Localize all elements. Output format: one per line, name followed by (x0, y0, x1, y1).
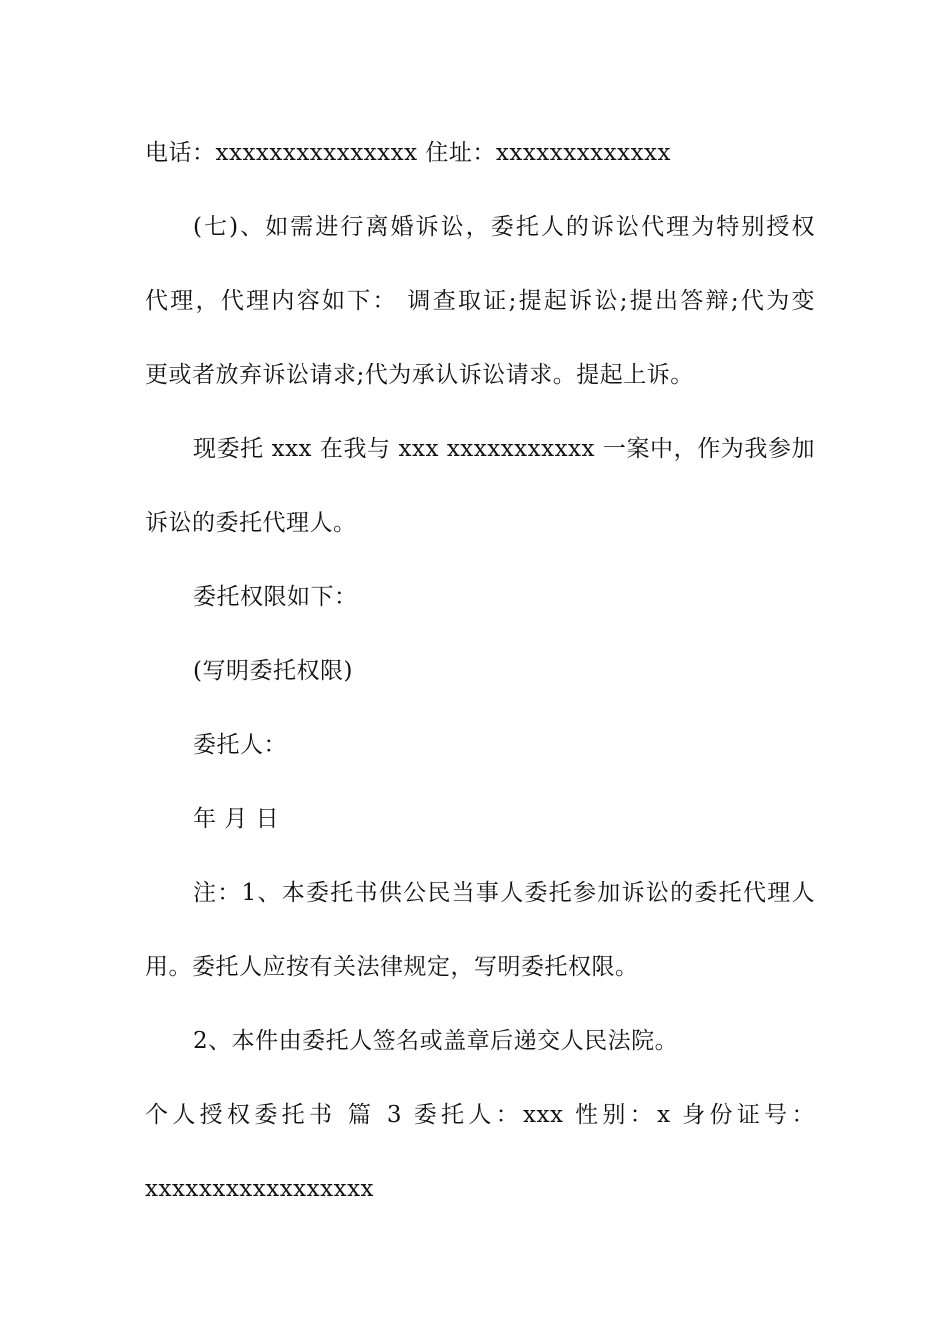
note-line-3: 2、本件由委托人签名或盖章后递交人民法院。 (193, 1028, 679, 1054)
note-line-1: 注：1、本委托书供公民当事人委托参加诉讼的委托代理人 (193, 880, 815, 906)
authority-heading: 委托权限如下： (193, 584, 358, 610)
date-line: 年 月 日 (193, 806, 280, 832)
clause-seven-line-1: (七)、如需进行离婚诉讼，委托人的诉讼代理为特别授权 (193, 214, 815, 240)
section-three-heading-line: 个人授权委托书 篇 3 委托人：xxx 性别：x 身份证号： (145, 1102, 815, 1128)
phone-address-line: 电话：xxxxxxxxxxxxxxx 住址：xxxxxxxxxxxxx (145, 140, 672, 166)
clause-seven-line-3: 更或者放弃诉讼请求;代为承认诉讼请求。提起上诉。 (145, 362, 694, 388)
principal-signature-label: 委托人： (193, 732, 287, 758)
id-number-line: xxxxxxxxxxxxxxxxx (145, 1176, 375, 1202)
authority-placeholder: (写明委托权限) (193, 658, 353, 684)
entrust-statement-line-2: 诉讼的委托代理人。 (145, 510, 357, 536)
note-line-2: 用。委托人应按有关法律规定，写明委托权限。 (145, 954, 639, 980)
clause-seven-line-2: 代理，代理内容如下： 调查取证;提起诉讼;提出答辩;代为变 (145, 288, 815, 314)
entrust-statement-line-1: 现委托 xxx 在我与 xxx xxxxxxxxxxx 一案中，作为我参加 (193, 436, 815, 462)
